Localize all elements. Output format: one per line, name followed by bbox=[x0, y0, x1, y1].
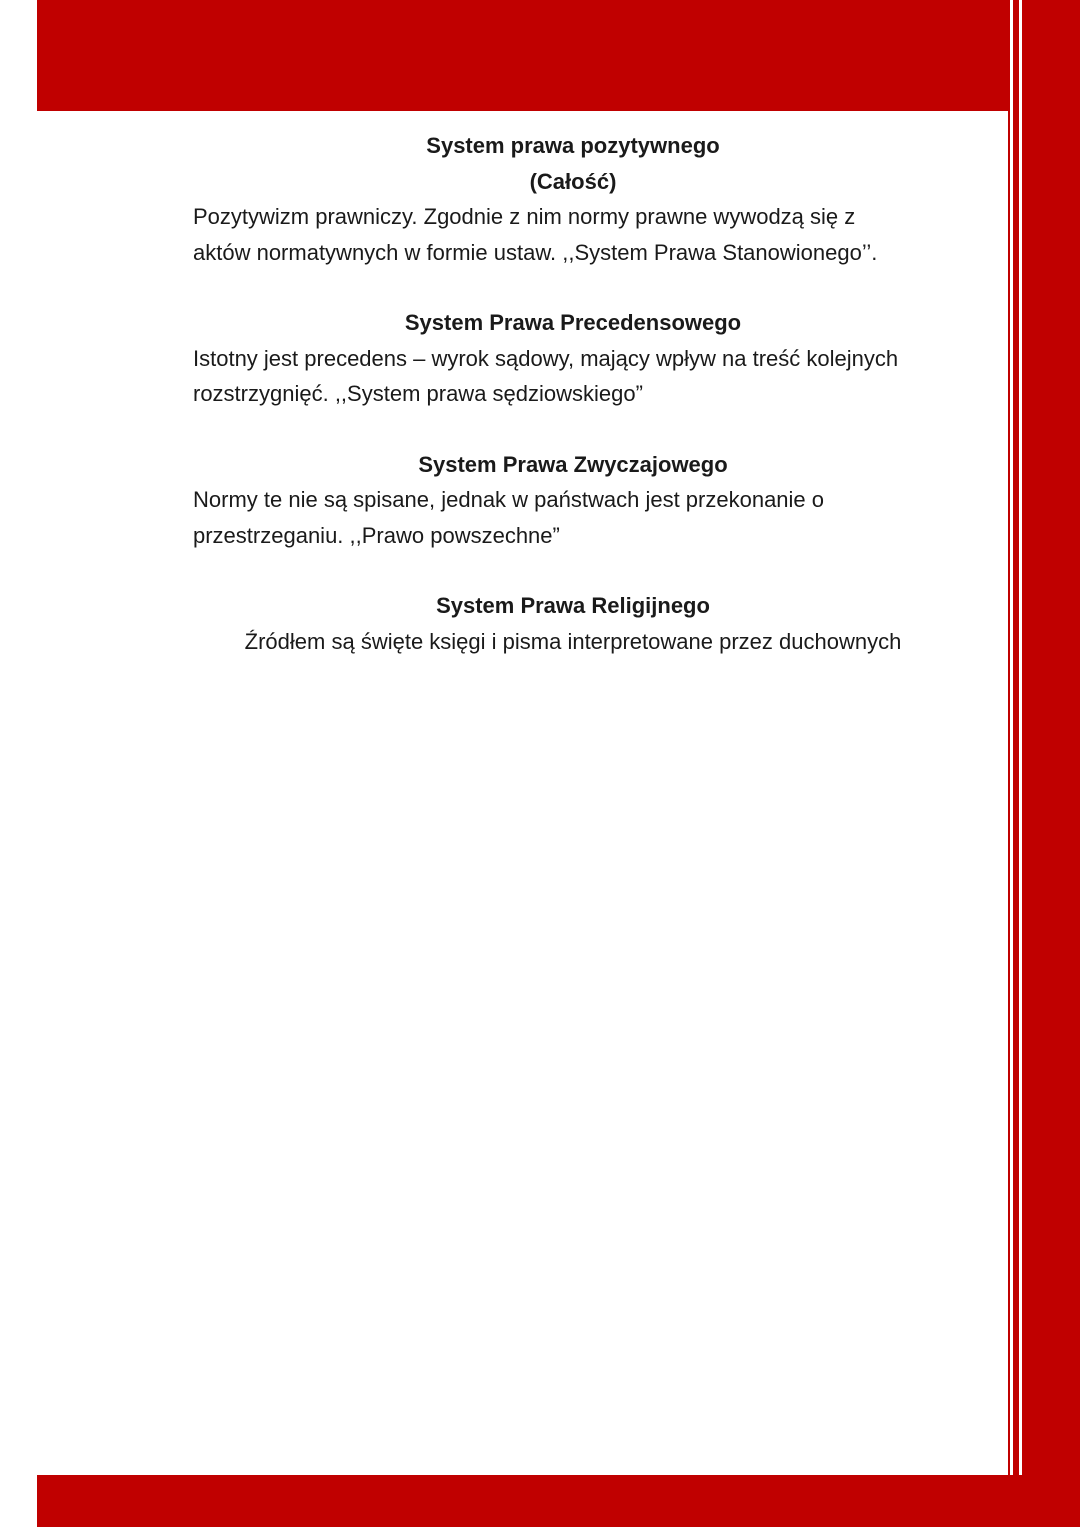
section-subheading: (Całość) bbox=[529, 168, 617, 194]
section-religious-law bbox=[193, 588, 953, 659]
section-precedent-law bbox=[193, 305, 953, 412]
section-heading: System Prawa Precedensowego bbox=[404, 310, 742, 335]
paragraph-line: aktów normatywnych w formie ustaw. ,,System Prawa Stanowionego’’. bbox=[193, 239, 878, 265]
section-heading: System Prawa Zwyczajowego bbox=[418, 451, 728, 477]
section-heading: System Prawa Religijnego bbox=[436, 593, 710, 618]
paragraph-line: Istotny jest precedens – wyrok sądowy, mający wpływ na treść kolejnych bbox=[193, 345, 899, 371]
paragraph-line: Normy te nie są spisane, jednak w państwach jest przekonanie o bbox=[193, 487, 825, 512]
document-body bbox=[193, 128, 953, 694]
section-positive-law bbox=[193, 128, 953, 270]
section-customary-law bbox=[193, 447, 953, 554]
paragraph-line: Źródłem są święte księgi i pisma interpretowane przez duchownych bbox=[244, 628, 902, 654]
right-decorative-stripe bbox=[1010, 0, 1022, 1527]
top-decorative-band bbox=[37, 0, 1080, 111]
bottom-decorative-band bbox=[37, 1475, 1080, 1527]
paragraph-line: rozstrzygnięć. ,,System prawa sędziowskiego” bbox=[193, 381, 643, 406]
paragraph-line: przestrzeganiu. ,,Prawo powszechne” bbox=[193, 522, 560, 548]
paragraph-line: Pozytywizm prawniczy. Zgodnie z nim normy prawne wywodzą się z bbox=[193, 204, 856, 229]
section-heading: System prawa pozytywnego bbox=[426, 133, 720, 158]
